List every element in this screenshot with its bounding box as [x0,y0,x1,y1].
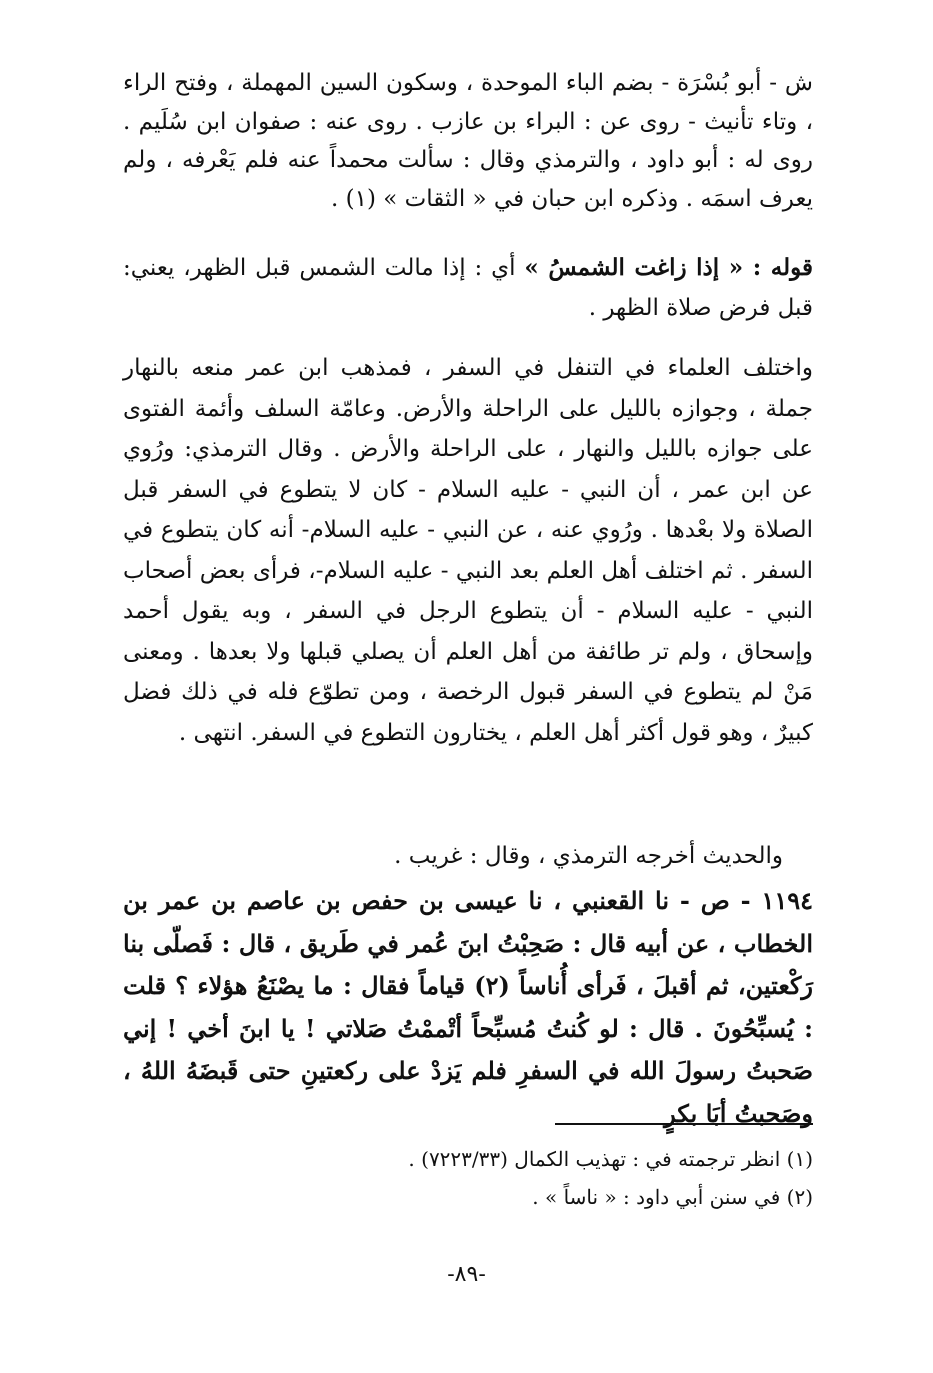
hadith-source-paragraph: والحديث أخرجه الترمذي ، وقال : غريب . [394,843,783,869]
footnotes [123,1140,813,1216]
hadith-text: ١١٩٤ - ص - نا القعنبي ، نا عيسى بن حفص بن عاصم بن عمر بن الخطاب ، عن أبيه قال : صَحِبْتُ ابنَ عُمر في طَريق ، قال : فَصلّى بنا رَكْعتين، ثم أقبلَ ، فَرأى أُناساً (٢) قياماً فقال : ما يصْنَعُ هؤلاء ؟ قلت : يُسبِّحُونَ . قال : لو كُنتُ مُسبِّحاً أتْممْتُ صَلاتي ! يا ابنَ أخي ! إني صَحبتُ رسولَ الله في السفرِ فلم يَزدْ على ركعتينِ حتى قَبضَهُ اللهُ ، وصَحبتُ أبَا بكرٍ [123,886,813,1128]
scholars-opinions-paragraph: واختلف العلماء في التنفل في السفر ، فمذهب ابن عمر منعه بالنهار جملة ، وجوازه بالليل على الراحلة والأرض. وعامّة السلف وأئمة الفتوى على جوازه بالليل والنهار ، على الراحلة والأرض . وقال الترمذي: ورُوي عن ابن عمر ، أن النبي - عليه السلام - كان لا يتطوع في السفر قبل الصلاة ولا بعْدها . ورُوي عنه ، عن النبي - عليه السلام- أنه كان يتطوع في السفر . ثم اختلف أهل العلم بعد النبي - عليه السلام-، فرأى بعض أصحاب النبي - عليه السلام - أن يتطوع الرجل في السفر ، وبه يقول أحمد وإسحاق ، ولم تر طائفة من أهل العلم أن يصلي قبلها ولا بعدها . ومعنى مَنْ لم يتطوع في السفر قبول الرخصة ، ومن تطوّع فله في ذلك فضل كبيرٌ ، وهو قول أكثر أهل العلم ، يختارون التطوع في السفر. انتهى . [123,355,814,746]
explanation-paragraph [123,248,813,328]
quoted-phrase: قوله : « إذا زاغت الشمسُ » [524,254,813,281]
footnote-1: (١) انظر ترجمته في : تهذيب الكمال (٧٢٢٣/٣٣) . [408,1147,813,1171]
explanation-text: أي : إذا مالت الشمس قبل الظهر، يعني: قبل فرض صلاة الظهر . [123,255,813,321]
footnote-2: (٢) في سنن أبي داود : « ناساً » . [532,1185,813,1209]
page-number: -٨٩- [447,1262,486,1287]
commentary-paragraph: ش - أبو بُسْرَة - بضم الباء الموحدة ، وسكون السين المهملة ، وفتح الراء ، وتاء تأنيث - روى عن : البراء بن عازب . روى عنه : صفوان ابن سُلَيم . روى له : أبو داود ، والترمذي وقال : سألت محمداً عنه فلم يَعْرفه ، ولم يعرف اسمَه . وذكره ابن حبان في « الثقات » (١) . [123,70,813,212]
footnote-divider [555,1123,813,1125]
